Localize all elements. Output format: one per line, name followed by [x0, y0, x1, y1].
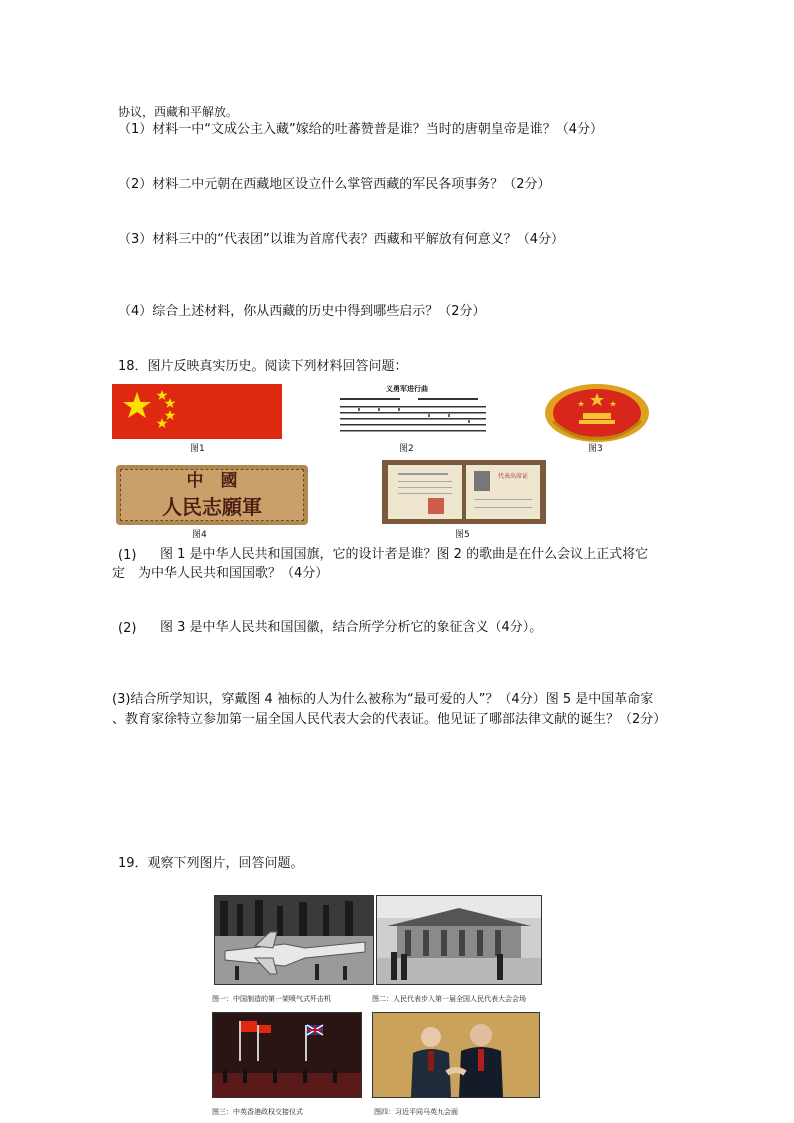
fig4-caption: 图4 — [192, 530, 207, 540]
q17-sub1: （1）材料一中“文成公主入藏”嫁给的吐蕃赞普是谁？当时的唐朝皇帝是谁？（4分） — [118, 122, 604, 137]
q18-title: 18．图片反映真实历史。阅读下列材料回答问题： — [118, 359, 408, 374]
national-emblem-image — [545, 383, 650, 443]
q18-p1-num: (1) — [118, 548, 137, 563]
q18-p1-line1: 图 1 是中华人民共和国国旗，它的设计者是谁？图 2 的歌曲是在什么会议上正式将它 — [160, 547, 649, 562]
q17-sub4: （4）综合上述材料，你从西藏的历史中得到哪些启示？（2分） — [118, 304, 486, 319]
q19-fig1-caption: 图一：中国制造的第一架喷气式歼击机 — [212, 995, 331, 1003]
volunteer-armband-image — [116, 465, 308, 525]
q18-p1-line2: 定 为中华人民共和国国歌？（4分） — [112, 566, 329, 581]
fig1-caption: 图1 — [190, 444, 205, 454]
fig3-caption: 图3 — [588, 444, 603, 454]
q18-p2-num: (2) — [118, 621, 137, 636]
fig2-caption: 图2 — [399, 444, 414, 454]
delegate-certificate-image — [382, 460, 546, 524]
jet-fighter-photo — [214, 895, 374, 985]
q18-p3-line2: 、教育家徐特立参加第一届全国人民代表大会的代表证。他见证了哪部法律文献的诞生？（2分） — [112, 712, 667, 727]
hk-handover-photo — [212, 1012, 362, 1098]
q19-fig3-caption: 图三：中英香港政权交接仪式 — [212, 1108, 303, 1116]
q17-sub3: （3）材料三中的“代表团”以谁为首席代表？西藏和平解放有何意义？（4分） — [118, 232, 565, 247]
handover-ceremony-icon — [213, 1013, 361, 1097]
armband-line2: 人民志願軍 — [162, 495, 262, 519]
id-card-title: 代表出席证 — [498, 473, 529, 480]
armband-line1: 中 國 — [186, 471, 238, 491]
national-flag-image — [112, 384, 282, 439]
q17-sub2: （2）材料二中元朝在西藏地区设立什么掌管西藏的军民各项事务？（2分） — [118, 177, 551, 192]
portrait-photo-icon — [474, 471, 490, 491]
handshake-photo — [372, 1012, 540, 1098]
q19-title: 19．观察下列图片，回答问题。 — [118, 856, 304, 871]
q18-p2-text: 图 3 是中华人民共和国国徽，结合所学分析它的象征含义（4分）。 — [160, 620, 543, 635]
jet-fighter-icon — [215, 896, 373, 984]
flag-stars-icon — [112, 384, 282, 439]
intro-line: 协议，西藏和平解放。 — [118, 105, 239, 119]
score-notation-icon — [338, 394, 488, 440]
delegates-photo — [376, 895, 542, 985]
certificate-right-page — [466, 465, 540, 519]
q19-fig4-caption: 图四：习近平同马英九会面 — [374, 1108, 458, 1116]
certificate-left-page — [388, 465, 462, 519]
handshake-icon — [373, 1013, 539, 1097]
q18-p3-line1: (3)结合所学知识，穿戴图 4 袖标的人为什么被称为“最可爱的人”？（4分）图 5 是中国革命家 — [112, 692, 654, 707]
emblem-icon — [545, 383, 650, 443]
red-seal-icon — [428, 498, 444, 514]
score-title: 义勇军进行曲 — [386, 385, 428, 393]
q19-fig2-caption: 图二：人民代表步入第一届全国人民代表大会会场 — [372, 995, 526, 1003]
great-hall-building-icon — [377, 896, 541, 984]
music-score-image — [338, 384, 488, 440]
fig5-caption: 图5 — [455, 530, 470, 540]
